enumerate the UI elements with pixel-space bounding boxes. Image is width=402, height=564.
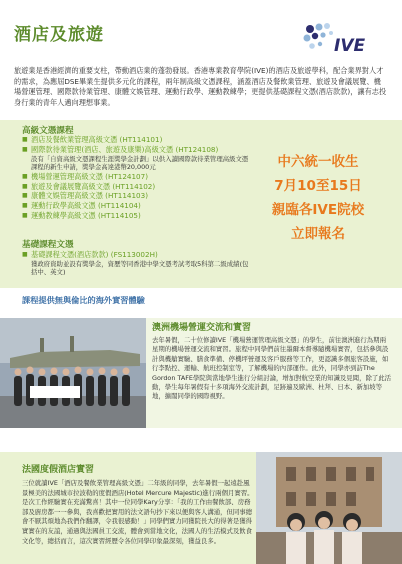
scholarship-note: 設有「自資高級文憑課程生涯獎學金計劃」以供入讀國際款待業管理高級文憑課程的新生申請，獎學金高達港幣20,000元	[31, 154, 249, 172]
higher-diploma-list	[22, 135, 252, 221]
logo-text: IVE	[334, 36, 366, 56]
foundation-title: 基礎課程文憑	[22, 240, 74, 250]
list-item: ■ 基礎課程文憑(酒店款款) (FS113002H)	[22, 250, 158, 259]
airport-group-photo	[0, 318, 146, 428]
list-item: ■ 國際款待業管理(酒店、旅遊及康樂)高級文憑 (HT124108)	[22, 144, 219, 154]
higher-diploma-title: 高級文憑課程	[22, 126, 74, 136]
bullet-icon: ■	[22, 202, 28, 210]
promo-line: 立即報名	[291, 226, 345, 242]
promo-line: 親臨各IVE院校	[271, 202, 365, 218]
exchange-heading: 課程提供無與倫比的海外實習體驗	[22, 295, 145, 305]
list-item: ■ 酒店及餐飲業管理高級文憑 (HT114101)	[22, 135, 163, 144]
bullet-icon: ■	[22, 145, 28, 153]
promo-line: 7月10至15日	[274, 178, 362, 194]
bullet-icon: ■	[22, 136, 28, 143]
page-title: 酒店及旅遊	[14, 25, 104, 45]
list-item: ■ 運動行政學高級文憑 (HT114104)	[22, 201, 141, 211]
promo-line: 中六統一收生	[277, 154, 359, 170]
foundation-list	[22, 250, 252, 277]
hotel-students-photo	[256, 452, 402, 564]
australia-title: 澳洲機場營運交流和實習	[152, 323, 252, 333]
australia-body: 去年暑假，二十位修讀IVE「機場營運管理高級文憑」的學生，前往澳洲進行為期兩星期的機場營運交流和實習。旅程中同學們前往墨爾本督導隨機場實習，包括參與設計與機艙實驗、膳食準備、停機坪營運及客戶服務等工作，更認識多個旅客設施，如行李點控、運輸、航班控制室等，了解機場的內部運作。此外，同學亦到訪The Gordon TAFE學院與當地學生進行分組討論，增加對航空業的知識及見聞，除了此活動，學生每年暑假有十多項海外交流計劃，足跡遍及歐洲、杜拜、日本、新加坡等地，擴闊同學的國際視野。	[152, 336, 392, 401]
foundation-note: 獲政府資助並設有獎學金，資歷等同香港中學文憑考試考取5科第二級成績(包括中、英文)	[31, 259, 249, 277]
admission-promo	[248, 150, 388, 265]
bullet-icon: ■	[22, 251, 28, 258]
list-item: ■ 康體文娛管理高級文憑 (HT114103)	[22, 191, 149, 201]
list-item: ■ 旅遊及會議展覽高級文憑 (HT114102)	[22, 181, 156, 191]
france-body: 三位就讀IVE「酒店及餐飲業管理高級文憑」二年級的同學，去年暑假一起遠赴風景極美的法國城市拉波勒的度假酒店(Hotel Mercure Majestic)進行兩個月實習。是次工作經驗實在充滿驚喜！其中一位同學Kary分享：「我的工作由餐飲部、房務部及廚房都一一參與，我喜歡把實用的法文語句抄下來以便與客人溝通，但同事總會不厭其煩地為我們作翻譯，令我很感動！」同學們實力同獲院長大的得著是獲得實實在的友誼，通過與法國員工交流，體會到當地文化，法國人的生活模式及飲食文化等，總括而言，這次實習經歷令各位同學印象最深刻，獲益良多。	[22, 479, 254, 545]
bullet-icon: ■	[22, 192, 28, 200]
list-item: ■ 機場營運管理高級文憑 (HT124107)	[22, 171, 149, 181]
ive-logo	[300, 18, 390, 58]
bullet-icon: ■	[22, 182, 28, 190]
intro-paragraph: 旅遊業是香港經濟的重要支柱，帶動酒店業的蓬勃發展。香港專業教育學院(IVE)的酒店及旅遊學科，配合業界對人才的需求，為應屆DSE畢業生提供多元化的課程，兩年制高級文憑課程，涵蓋酒店及餐飲業管理、旅遊及會議展覽、機場營運管理、國際款待業管理、康體文娛管理、運動行政學、運動教練學；更提供基礎課程文憑(酒店款款)，讓有志投身行業的青年人邁向理想事業。	[14, 66, 387, 107]
bullet-icon: ■	[22, 211, 28, 219]
france-title: 法國度假酒店實習	[22, 465, 95, 475]
list-item: ■ 運動教練學高級文憑 (HT114105)	[22, 210, 141, 220]
bullet-icon: ■	[22, 172, 28, 180]
